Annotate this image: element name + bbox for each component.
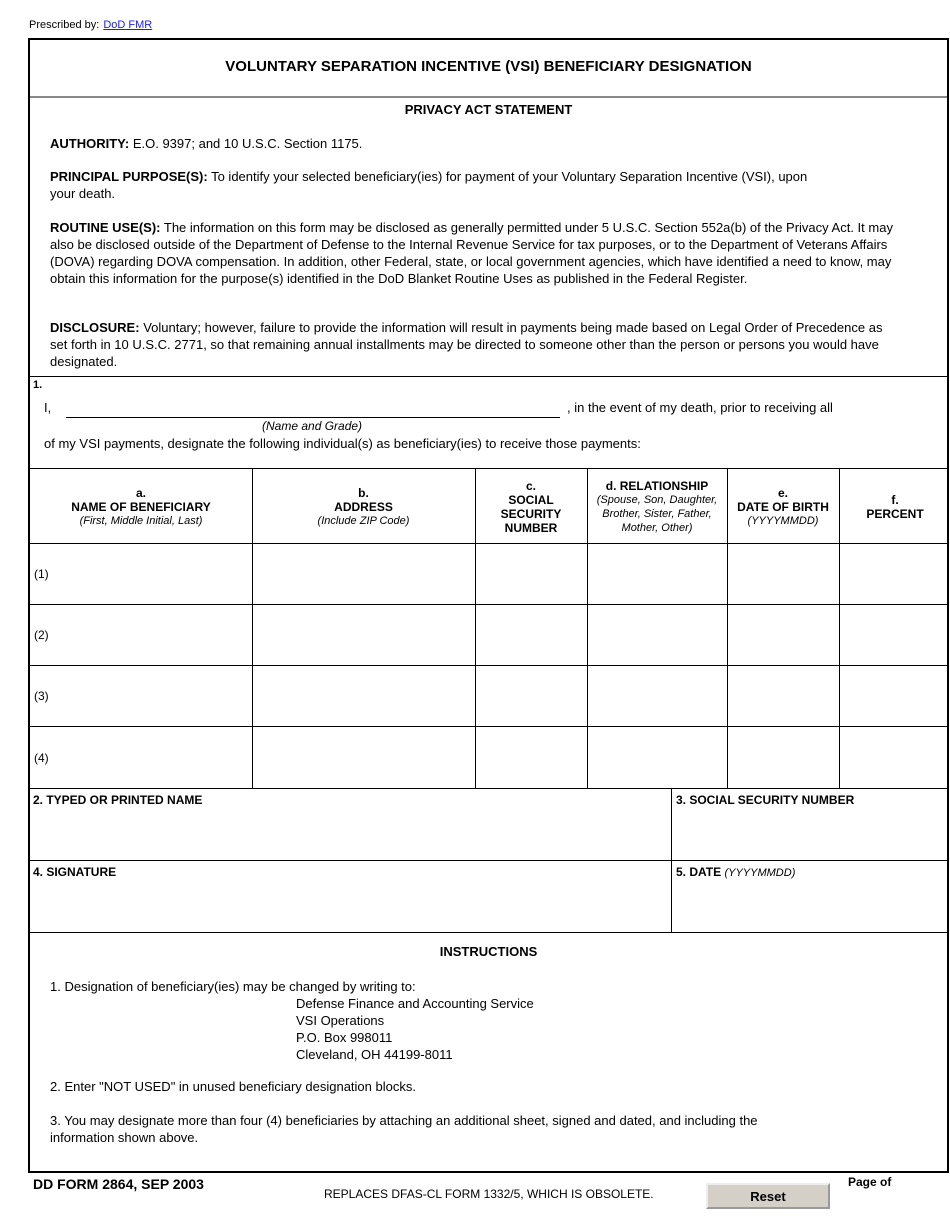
page-of: Page of	[848, 1175, 892, 1189]
typed-name-label: 2. TYPED OR PRINTED NAME	[33, 793, 203, 807]
typed-name-input[interactable]	[34, 812, 664, 856]
purpose-label: PRINCIPAL PURPOSE(S):	[50, 169, 208, 184]
authority-text: E.O. 9397; and 10 U.S.C. Section 1175.	[132, 136, 363, 151]
instruction-2: 2. Enter "NOT USED" in unused beneficiary designation blocks.	[50, 1079, 416, 1094]
name-grade-caption: (Name and Grade)	[262, 419, 363, 433]
instruction-1: 1. Designation of beneficiary(ies) may be changed by writing to:	[50, 979, 416, 994]
form-title: VOLUNTARY SEPARATION INCENTIVE (VSI) BENEFICIARY DESIGNATION	[225, 58, 752, 75]
routine-label: ROUTINE USE(S):	[50, 220, 161, 235]
dfas-address: Defense Finance and Accounting Service VSI Operations P.O. Box 998011 Cleveland, OH 44199-8011	[296, 996, 534, 1062]
item-1-i: I,	[44, 400, 52, 415]
privacy-heading: PRIVACY ACT STATEMENT	[404, 102, 573, 117]
item-1-after: , in the event of my death, prior to receiving all	[567, 400, 833, 415]
form-number: DD FORM 2864, SEP 2003	[33, 1176, 204, 1192]
instruction-3: 3. You may designate more than four (4) beneficiaries by attaching an additional sheet, signed and dated, and including the information shown above.	[50, 1113, 758, 1145]
item-1-line2: of my VSI payments, designate the following individual(s) as beneficiary(ies) to receive those payments:	[44, 436, 641, 451]
col-header-ssn: c. SOCIAL SECURITY NUMBER	[500, 478, 562, 535]
authority-label: AUTHORITY:	[50, 136, 130, 151]
signature-label: 4. SIGNATURE	[33, 865, 117, 879]
purpose-text: To identify your selected beneficiary(ies) for payment of your Voluntary Separation Incentive (VSI), upon your death.	[50, 169, 808, 201]
col-header-percent: f. PERCENT	[866, 492, 924, 521]
col-header-relationship: d. RELATIONSHIP (Spouse, Son, Daughter, Brother, Sister, Father, Mother, Other)	[596, 478, 718, 534]
ssn-input[interactable]	[676, 812, 946, 856]
routine-text: The information on this form may be disclosed as generally permitted under 5 U.S.C. Section 552a(b) of the Privacy Act. It may also be disclosed outside of the Department of Defense to the Internal Revenue Service for tax purposes, or to the Department of Veterans Affairs (DOVA) regarding DOVA compensation. In addition, other Federal, state, or local government agencies, which have identified a need to know, may obtain this information for the purpose(s) identified in the DoD Blanket Routine Uses as published in the Federal Register.	[50, 220, 893, 286]
name-and-grade-input[interactable]	[66, 396, 560, 418]
prescribed-label: Prescribed by:	[29, 19, 100, 31]
col-header-address: b. ADDRESS (Include ZIP Code)	[317, 485, 410, 527]
col-header-name: a. NAME OF BENEFICIARY (First, Middle Initial, Last)	[71, 485, 211, 527]
form	[28, 38, 949, 1173]
col-header-dob: e. DATE OF BIRTH (YYYYMMDD)	[737, 485, 829, 527]
disclosure-text: Voluntary; however, failure to provide the information will result in payments being made based on Legal Order of Precedence as set forth in 10 U.S.C. 2771, so that remaining annual installments may be directed to someone other than the person or persons you would have designated.	[50, 320, 883, 369]
row-label: (3)	[34, 689, 49, 703]
row-label: (2)	[34, 628, 49, 642]
dod-fmr-link[interactable]: DoD FMR	[103, 19, 153, 31]
ssn-label: 3. SOCIAL SECURITY NUMBER	[676, 793, 855, 807]
row-label: (1)	[34, 567, 49, 581]
divider	[30, 96, 947, 98]
instructions-heading: INSTRUCTIONS	[439, 944, 538, 959]
row-label: (4)	[34, 751, 49, 765]
disclosure-label: DISCLOSURE:	[50, 320, 140, 335]
prescribed-by	[29, 19, 152, 31]
date-input[interactable]	[676, 884, 946, 928]
date-label: 5. DATE (YYYYMMDD)	[676, 865, 796, 879]
reset-button[interactable]: Reset	[706, 1183, 830, 1209]
item-1-number: 1.	[33, 379, 43, 391]
replaces-note: REPLACES DFAS-CL FORM 1332/5, WHICH IS OBSOLETE.	[324, 1187, 654, 1201]
